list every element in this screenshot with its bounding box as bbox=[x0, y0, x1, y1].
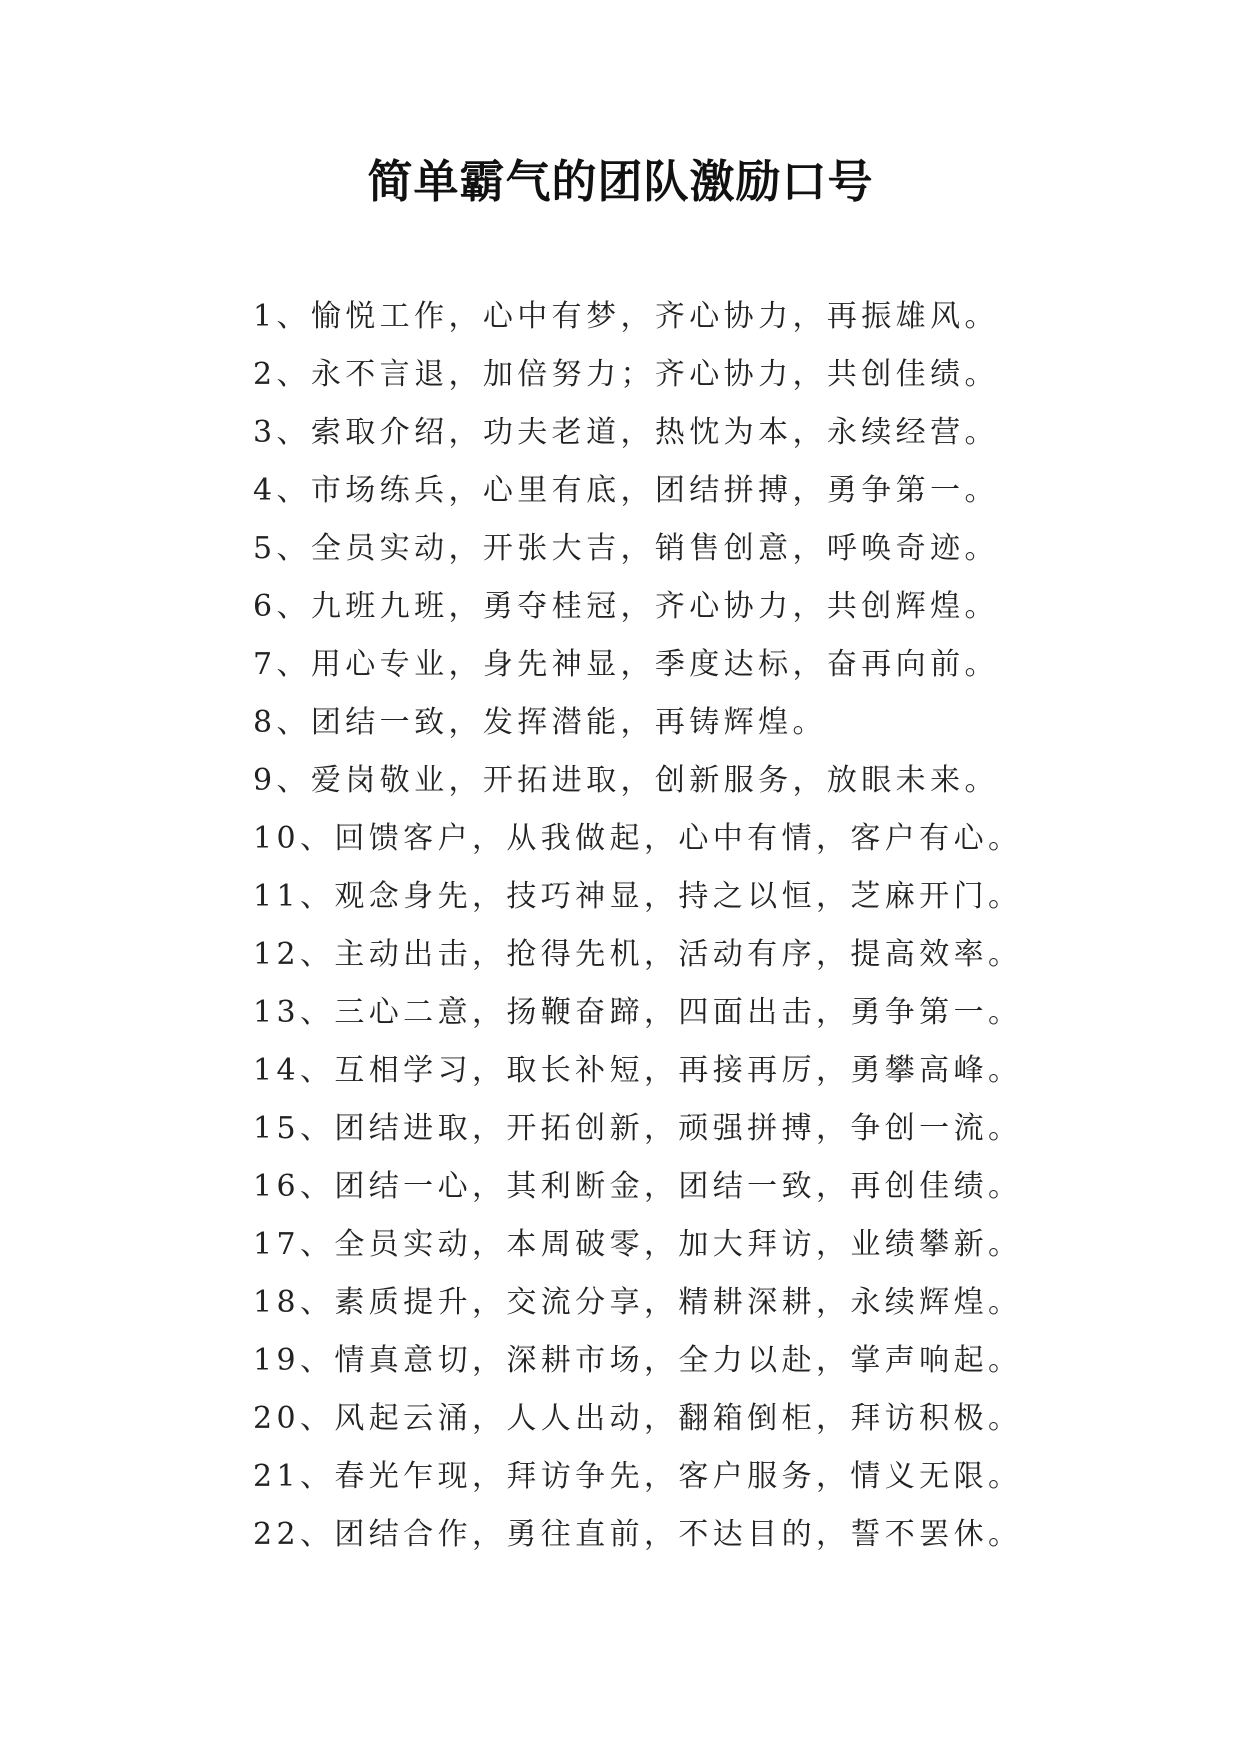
slogan-line: 5、全员实动，开张大吉，销售创意，呼唤奇迹。 bbox=[253, 531, 999, 566]
slogan-line: 8、团结一致，发挥潜能，再铸辉煌。 bbox=[253, 705, 827, 740]
slogan-line: 21、春光乍现，拜访争先，客户服务，情义无限。 bbox=[253, 1459, 1023, 1494]
page-title: 简单霸气的团队激励口号 bbox=[367, 155, 874, 208]
slogan-line: 7、用心专业，身先神显，季度达标，奋再向前。 bbox=[253, 647, 999, 682]
slogan-line: 4、市场练兵，心里有底，团结拼搏，勇争第一。 bbox=[253, 473, 999, 508]
slogan-line: 10、回馈客户，从我做起，心中有情，客户有心。 bbox=[253, 821, 1023, 856]
slogan-line: 17、全员实动，本周破零，加大拜访，业绩攀新。 bbox=[253, 1227, 1023, 1262]
slogan-line: 9、爱岗敬业，开拓进取，创新服务，放眼未来。 bbox=[253, 763, 999, 798]
slogan-list bbox=[253, 288, 1073, 1564]
slogan-line: 16、团结一心，其利断金，团结一致，再创佳绩。 bbox=[253, 1169, 1023, 1204]
slogan-line: 14、互相学习，取长补短，再接再厉，勇攀高峰。 bbox=[253, 1053, 1023, 1088]
slogan-line: 13、三心二意，扬鞭奋蹄，四面出击，勇争第一。 bbox=[253, 995, 1023, 1030]
slogan-line: 15、团结进取，开拓创新，顽强拼搏，争创一流。 bbox=[253, 1111, 1023, 1146]
slogan-line: 22、团结合作，勇往直前，不达目的，誓不罢休。 bbox=[253, 1517, 1023, 1552]
slogan-line: 19、情真意切，深耕市场，全力以赴，掌声响起。 bbox=[253, 1343, 1023, 1378]
slogan-line: 18、素质提升，交流分享，精耕深耕，永续辉煌。 bbox=[253, 1285, 1023, 1320]
slogan-line: 3、索取介绍，功夫老道，热忱为本，永续经营。 bbox=[253, 415, 999, 450]
slogan-line: 11、观念身先，技巧神显，持之以恒，芝麻开门。 bbox=[253, 879, 1023, 914]
slogan-line: 20、风起云涌，人人出动，翻箱倒柜，拜访积极。 bbox=[253, 1401, 1023, 1436]
slogan-line: 2、永不言退，加倍努力；齐心协力，共创佳绩。 bbox=[253, 357, 999, 392]
slogan-line: 12、主动出击，抢得先机，活动有序，提高效率。 bbox=[253, 937, 1023, 972]
slogan-line: 1、愉悦工作，心中有梦，齐心协力，再振雄风。 bbox=[253, 299, 999, 334]
slogan-line: 6、九班九班，勇夺桂冠，齐心协力，共创辉煌。 bbox=[253, 589, 999, 624]
